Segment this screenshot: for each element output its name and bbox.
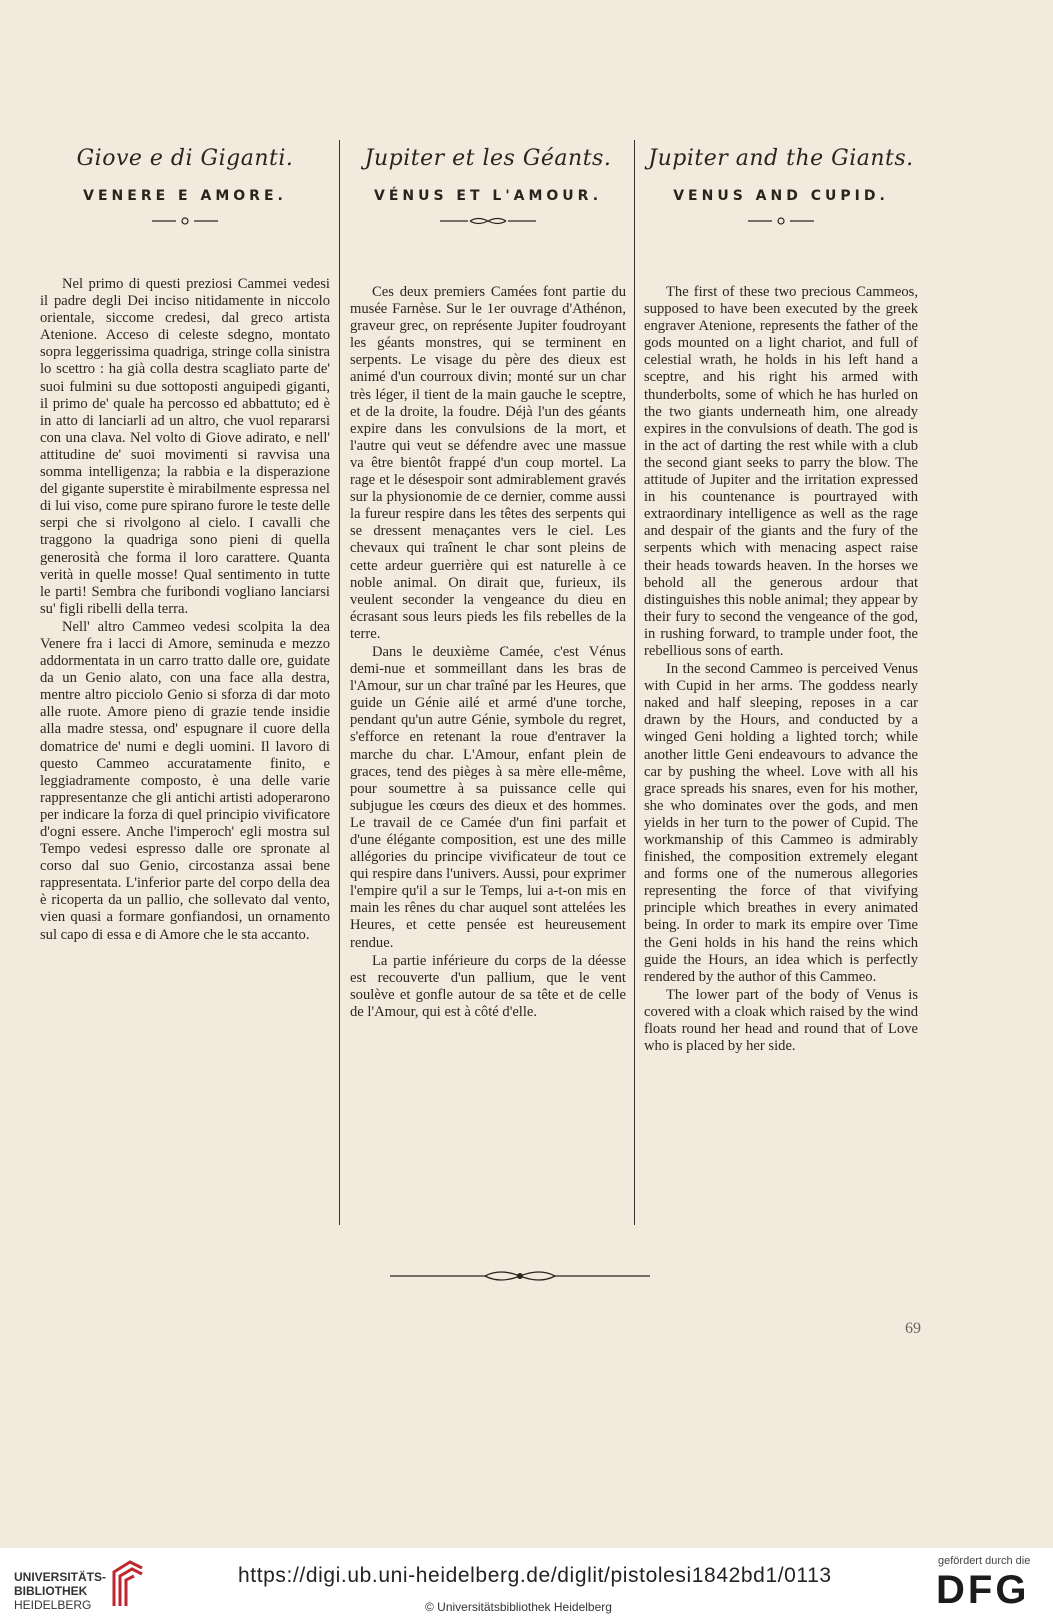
french-column — [350, 140, 626, 1021]
french-paragraph: Ces deux premiers Camées font partie du musée Farnèse. Sur le 1er ouvrage d'Athénon, graveur grec, on représente Jupiter foudroyant les géants monstres, qui se terminent en serpents. Le visage du père des dieux est animé d'un courroux divin; monté sur un char très léger, il tient de la main gauche le sceptre, et de la droite, la foudre. Déjà l'un des géants expire dans les convulsions de la mort, et l'autre qui veut se défendre avec une massue va être bientôt frappé d'un coup mortel. La rage et le désespoir sont admirablement gravés sur la physionomie de ce dernier, comme aussi la fureur respire dans les têtes des serpents qui se dressent menaçantes vers le ciel. Les chevaux qui traînent le char sont pleins de cette ardeur guerrière qui est naturelle à ce noble animal. On dirait que, furieux, ils veulent seconder la vengeance du dieu en écrasant sous leurs pieds les fils rebelles de la terre. — [350, 284, 626, 642]
italian-paragraph: Nell' altro Cammeo vedesi scolpita la dea Venere fra i lacci di Amore, seminuda e mezzo addormentata in un carro tratto dalle ore, guidate da un Genio alato, con una face alla destra, mentre altro picciolo Genio si sforza di dar moto alle ruote. Amore pieno di grazie tende insidie alla madre stessa, ond' espugnare il cuore della domatrice de' numi e degli uomini. Il lavoro di questo Cammeo accuratamente finito, e leggiadramente composto, è una delle varie rappresentanze che gli antichi artisti adoperarono per indicare la forza di quel principio vivificatore d'ogni essere. Anche l'imperoch' egli mostra sul Tempo vedesi espresso dalle ore spronate al corso dal suo Genio, circostanza assai bene rappresentata. L'inferior parte del corpo della dea è ricoperta da un pallio, che sollevato dal vento, vien quasi a formare gonfiandosi, un ornamento sul capo di essa e di Amore che le sta accanto. — [40, 618, 330, 943]
library-line: HEIDELBERG — [14, 1598, 92, 1612]
english-column — [644, 140, 918, 1055]
library-line: BIBLIOTHEK — [14, 1584, 88, 1598]
italian-column — [40, 140, 330, 944]
column-rule — [339, 140, 340, 1225]
italian-header: Giove e di Giganti. — [76, 146, 294, 171]
english-header: Jupiter and the Giants. — [648, 146, 914, 171]
dfg-logo: DFG — [936, 1568, 1030, 1612]
page-number: 69 — [905, 1320, 921, 1337]
library-name — [14, 1570, 106, 1612]
english-paragraph: The first of these two precious Cammeos, supposed to have been executed by the greek engraver Atenione, represents the father of the gods mounted on a light chariot, and full of celestial wrath, he holds in his left hand a sceptre, and his right his armed with thunderbolts, some of which he has hurled on the two giants underneath him, one already expires in the convulsions of death. The god is in the act of darting the rest while with a club the second giant seeks to parry the blow. The attitude of Jupiter and the irritation expressed in his countenance is pourtrayed with extraordinary intelligence as well as the rage and despair of the giants and the fury of the serpents which with menacing aspect raise their heads towards heaven. In the horses we behold all the generous ardour that distinguishes this noble animal; they appear by their fury to second the vengeance of the god, in rushing forward, to trample under foot, the rebellious sons of earth. — [644, 284, 918, 659]
english-subheader: VENUS AND CUPID. — [673, 188, 889, 204]
ornament-divider — [350, 206, 626, 236]
english-paragraph: In the second Cammeo is perceived Venus with Cupid in her arms. The goddess nearly naked and half sleeping, reposes in a car drawn by the Hours, and conducted by a winged Geni holding a lighted torch; while another little Geni endeavours to advance the car by pushing the wheel. Love with all his grace spreads his snares, even for his mother, she who dominates over the gods, and men yields in her turn to the power of Cupid. The workmanship of this Cammeo is admirably finished, the composition extremely elegant and forms one of the numerous allegories representing the force of that vivifying principle which breathes in every animated being. In order to mark its empire over Time the Geni holds in his hand the reins which guide the Hours, an idea which is perfectly rendered by the author of this Cammeo. — [644, 661, 918, 985]
copyright-notice: © Universitätsbibliothek Heidelberg — [425, 1600, 612, 1614]
italian-subheader: VENERE E AMORE. — [83, 188, 287, 204]
library-logo-icon — [108, 1556, 148, 1612]
funding-label: gefördert durch die — [938, 1555, 1031, 1567]
italian-paragraph: Nel primo di questi preziosi Cammei vedesi il padre degli Dei inciso nitidamente in niccolo orientale, siccome credesi, dal greco artista Atenione. Acceso di celeste sdegno, montato sopra leggerissima quadriga, stringe colla sinistra lo scettro : ha già colla destra scagliato parte de' suoi fulmini su due sottoposti anguipedi giganti, il primo de' quale ha percosso ed abbattuto; ed è in atto di lanciarli ad un altro, che vuol repararsi con una clava. Nel volto di Giove adirato, e nell' attitudine de' suoi movimenti si ravvisa una somma intelligenza; la rabbia e la disperazione del gigante superstite è mirabilmente espressa nel di lui viso, come pure spirano furore le teste delle serpi che si rivolgono al cielo. I cavalli che traggono la quadriga sono pieni di quella generosità che forma il loro carattere. Quanta verità in quelle mosse! Qual sentimento in tutte le parti! Sembra che furibondi vogliano lanciarsi su' figli ribelli della terra. — [40, 276, 330, 617]
column-rule — [634, 140, 635, 1225]
ornament-divider — [40, 206, 330, 236]
french-header: Jupiter et les Géants. — [364, 146, 612, 171]
french-paragraph: Dans le deuxième Camée, c'est Vénus demi-nue et sommeillant dans les bras de l'Amour, sur un char traîné par les Heures, que guide un Génie ailé et armé d'une torche, pendant qu'un autre Génie, symbole du regret, s'efforce en retenant la roue d'entraver la marche du char. L'Amour, enfant plein de graces, tend des pièges à sa mère elle-même, pour soumettre à sa puissance celle qui subjugue les cœurs des dieux et des hommes. Le travail de ce Camée d'un fini parfait et d'une élégante composition, est une des mille allégories du principe vivificateur de tout ce qui respire dans l'univers. Aussi, pour exprimer l'empire qu'il a sur le Temps, lui a-t-on mis en main les rênes du char auquel sont attelées les Heures, et cette pensée est heureusement rendue. — [350, 643, 626, 951]
bottom-ornament — [390, 1266, 650, 1286]
english-paragraph: The lower part of the body of Venus is covered with a cloak which raised by the wind floats round her head and round that of Love who is placed by her side. — [644, 986, 918, 1055]
library-line: UNIVERSITÄTS- — [14, 1570, 107, 1584]
ornament-divider — [644, 206, 918, 236]
viewer-footer — [0, 1548, 1053, 1623]
permalink-url[interactable]: https://digi.ub.uni-heidelberg.de/diglit/pistolesi1842bd1/0113 — [238, 1564, 832, 1587]
french-paragraph: La partie inférieure du corps de la déesse est recouverte d'un pallium, que le vent soulève et gonfle autour de sa tête et de celle de l'Amour, qui est à côté d'elle. — [350, 952, 626, 1020]
french-subheader: VÉNUS ET L'AMOUR. — [373, 188, 603, 204]
